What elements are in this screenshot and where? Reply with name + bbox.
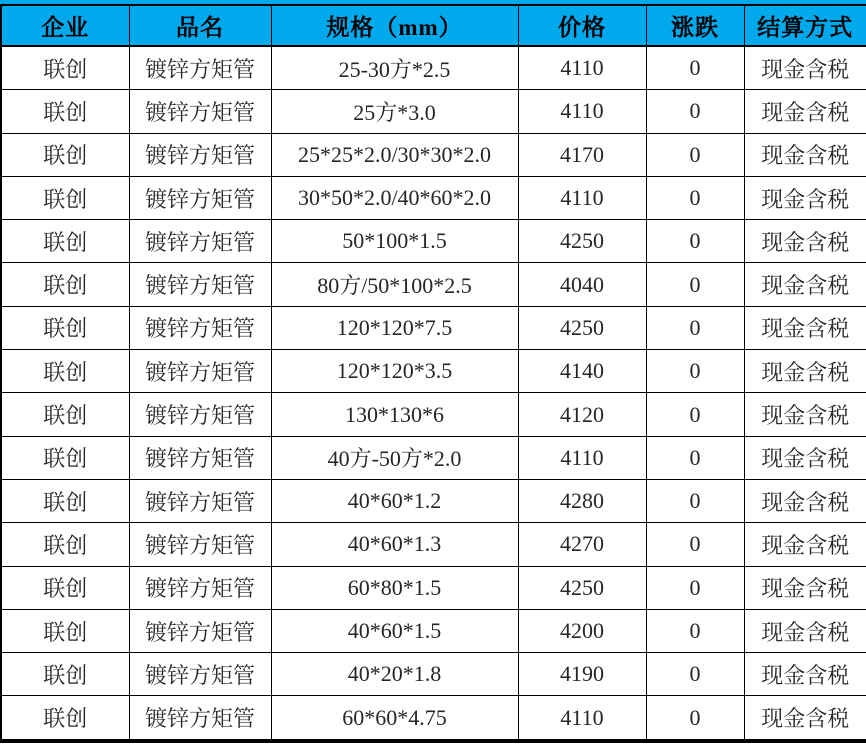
settlement-cell: 现金含税 xyxy=(744,479,866,522)
change-cell: 0 xyxy=(646,609,744,652)
change-cell: 0 xyxy=(646,566,744,609)
product-cell: 镀锌方矩管 xyxy=(129,263,271,306)
change-cell: 0 xyxy=(646,696,744,741)
spec-cell: 80方/50*100*2.5 xyxy=(271,263,518,306)
settlement-cell: 现金含税 xyxy=(744,350,866,393)
table-row xyxy=(1,479,866,522)
product-cell: 镀锌方矩管 xyxy=(129,306,271,349)
product-cell: 镀锌方矩管 xyxy=(129,479,271,522)
product-cell: 镀锌方矩管 xyxy=(129,176,271,219)
product-cell: 镀锌方矩管 xyxy=(129,696,271,741)
company-cell: 联创 xyxy=(1,133,129,176)
spec-cell: 40*60*1.2 xyxy=(271,479,518,522)
company-cell: 联创 xyxy=(1,653,129,696)
company-cell: 联创 xyxy=(1,393,129,436)
change-cell: 0 xyxy=(646,263,744,306)
column-header-change: 涨跌 xyxy=(646,5,744,46)
change-cell: 0 xyxy=(646,220,744,263)
price-cell: 4110 xyxy=(518,90,646,133)
price-cell: 4040 xyxy=(518,263,646,306)
spec-cell: 25-30方*2.5 xyxy=(271,46,518,90)
product-cell: 镀锌方矩管 xyxy=(129,90,271,133)
settlement-cell: 现金含税 xyxy=(744,523,866,566)
change-cell: 0 xyxy=(646,133,744,176)
price-cell: 4110 xyxy=(518,46,646,90)
company-cell: 联创 xyxy=(1,350,129,393)
company-cell: 联创 xyxy=(1,566,129,609)
product-cell: 镀锌方矩管 xyxy=(129,523,271,566)
table-row xyxy=(1,566,866,609)
price-cell: 4140 xyxy=(518,350,646,393)
price-cell: 4110 xyxy=(518,436,646,479)
price-cell: 4270 xyxy=(518,523,646,566)
price-cell: 4250 xyxy=(518,220,646,263)
spec-cell: 30*50*2.0/40*60*2.0 xyxy=(271,176,518,219)
spec-cell: 120*120*7.5 xyxy=(271,306,518,349)
company-cell: 联创 xyxy=(1,220,129,263)
spec-cell: 120*120*3.5 xyxy=(271,350,518,393)
company-cell: 联创 xyxy=(1,306,129,349)
product-cell: 镀锌方矩管 xyxy=(129,653,271,696)
company-cell: 联创 xyxy=(1,90,129,133)
price-cell: 4190 xyxy=(518,653,646,696)
column-header-spec: 规格（mm） xyxy=(271,5,518,46)
table-row xyxy=(1,220,866,263)
spec-cell: 60*60*4.75 xyxy=(271,696,518,741)
table-row xyxy=(1,176,866,219)
price-cell: 4250 xyxy=(518,566,646,609)
price-table xyxy=(0,4,866,743)
change-cell: 0 xyxy=(646,653,744,696)
change-cell: 0 xyxy=(646,479,744,522)
header-row xyxy=(1,5,866,46)
change-cell: 0 xyxy=(646,306,744,349)
table-row xyxy=(1,696,866,741)
product-cell: 镀锌方矩管 xyxy=(129,609,271,652)
table-body xyxy=(1,46,866,741)
spec-cell: 50*100*1.5 xyxy=(271,220,518,263)
settlement-cell: 现金含税 xyxy=(744,220,866,263)
price-cell: 4200 xyxy=(518,609,646,652)
change-cell: 0 xyxy=(646,90,744,133)
settlement-cell: 现金含税 xyxy=(744,609,866,652)
settlement-cell: 现金含税 xyxy=(744,263,866,306)
company-cell: 联创 xyxy=(1,609,129,652)
change-cell: 0 xyxy=(646,46,744,90)
column-header-company: 企业 xyxy=(1,5,129,46)
spec-cell: 40*60*1.3 xyxy=(271,523,518,566)
change-cell: 0 xyxy=(646,176,744,219)
table-row xyxy=(1,436,866,479)
company-cell: 联创 xyxy=(1,696,129,741)
company-cell: 联创 xyxy=(1,263,129,306)
settlement-cell: 现金含税 xyxy=(744,393,866,436)
table-row xyxy=(1,46,866,90)
settlement-cell: 现金含税 xyxy=(744,653,866,696)
table-row xyxy=(1,90,866,133)
change-cell: 0 xyxy=(646,393,744,436)
settlement-cell: 现金含税 xyxy=(744,436,866,479)
price-cell: 4120 xyxy=(518,393,646,436)
settlement-cell: 现金含税 xyxy=(744,566,866,609)
column-header-settlement: 结算方式 xyxy=(744,5,866,46)
price-cell: 4280 xyxy=(518,479,646,522)
table-row xyxy=(1,523,866,566)
table-row xyxy=(1,133,866,176)
table-row xyxy=(1,263,866,306)
product-cell: 镀锌方矩管 xyxy=(129,46,271,90)
price-cell: 4170 xyxy=(518,133,646,176)
price-cell: 4110 xyxy=(518,696,646,741)
table-row xyxy=(1,653,866,696)
product-cell: 镀锌方矩管 xyxy=(129,133,271,176)
company-cell: 联创 xyxy=(1,523,129,566)
spec-cell: 25方*3.0 xyxy=(271,90,518,133)
spec-cell: 40*60*1.5 xyxy=(271,609,518,652)
settlement-cell: 现金含税 xyxy=(744,306,866,349)
company-cell: 联创 xyxy=(1,436,129,479)
price-cell: 4110 xyxy=(518,176,646,219)
change-cell: 0 xyxy=(646,350,744,393)
settlement-cell: 现金含税 xyxy=(744,90,866,133)
product-cell: 镀锌方矩管 xyxy=(129,220,271,263)
spec-cell: 130*130*6 xyxy=(271,393,518,436)
spec-cell: 25*25*2.0/30*30*2.0 xyxy=(271,133,518,176)
table-row xyxy=(1,350,866,393)
price-cell: 4250 xyxy=(518,306,646,349)
company-cell: 联创 xyxy=(1,46,129,90)
spec-cell: 60*80*1.5 xyxy=(271,566,518,609)
spec-cell: 40方-50方*2.0 xyxy=(271,436,518,479)
settlement-cell: 现金含税 xyxy=(744,46,866,90)
column-header-price: 价格 xyxy=(518,5,646,46)
change-cell: 0 xyxy=(646,436,744,479)
column-header-product: 品名 xyxy=(129,5,271,46)
product-cell: 镀锌方矩管 xyxy=(129,566,271,609)
company-cell: 联创 xyxy=(1,176,129,219)
settlement-cell: 现金含税 xyxy=(744,133,866,176)
table-row xyxy=(1,393,866,436)
spec-cell: 40*20*1.8 xyxy=(271,653,518,696)
settlement-cell: 现金含税 xyxy=(744,176,866,219)
product-cell: 镀锌方矩管 xyxy=(129,350,271,393)
product-cell: 镀锌方矩管 xyxy=(129,436,271,479)
table-row xyxy=(1,609,866,652)
product-cell: 镀锌方矩管 xyxy=(129,393,271,436)
company-cell: 联创 xyxy=(1,479,129,522)
change-cell: 0 xyxy=(646,523,744,566)
settlement-cell: 现金含税 xyxy=(744,696,866,741)
table-row xyxy=(1,306,866,349)
